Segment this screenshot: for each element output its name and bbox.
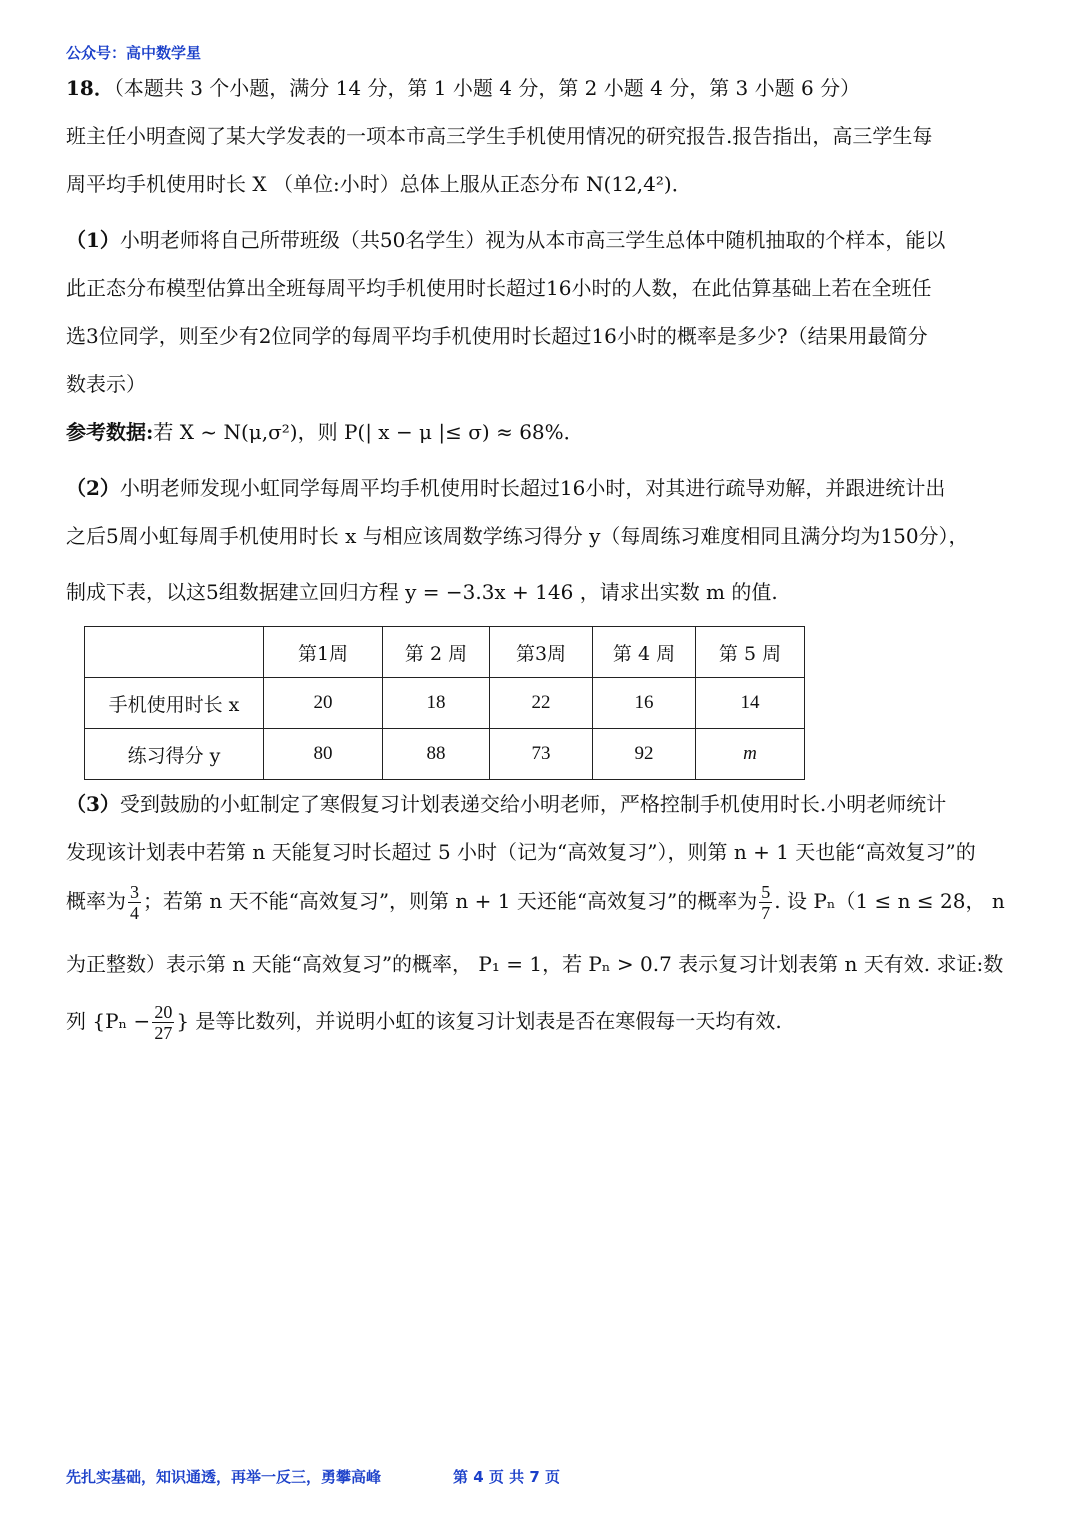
part1-text: 小明老师将自己所带班级（共50名学生）视为从本市高三学生总体中随机抽取的个样本，能以 [119, 228, 946, 252]
table-cell: 第 4 周 [593, 627, 696, 678]
problem-body [66, 70, 1026, 1066]
part3-label: （3） [66, 792, 120, 816]
part3-text: ；若第 n 天不能“高效复习”，则第 n + 1 天还能“高效复习”的概率为 [143, 889, 758, 913]
fraction-denominator: 27 [154, 1023, 173, 1043]
part1-label: （1） [66, 228, 120, 252]
table-cell: 73 [490, 729, 593, 780]
part1-line: 此正态分布模型估算出全班每周平均手机使用时长超过16小时的人数，在此估算基础上若在全班任 [66, 276, 932, 300]
part1-line: 选3位同学，则至少有2位同学的每周平均手机使用时长超过16小时的概率是多少?（结果用最简分 [66, 324, 928, 348]
part3-text: } 是等比数列，并说明小虹的该复习计划表是否在寒假每一天均有效. [176, 1009, 782, 1033]
fraction-denominator: 7 [761, 903, 771, 923]
fraction-denominator: 4 [130, 903, 139, 923]
fraction-numerator: 20 [154, 1002, 173, 1022]
table-cell: 手机使用时长 x [85, 678, 264, 729]
table-cell: 92 [593, 729, 696, 780]
reference-label: 参考数据: [66, 420, 154, 444]
part3-text: 概率为 [66, 889, 126, 913]
stem-line: 班主任小明查阅了某大学发表的一项本市高三学生手机使用情况的研究报告.报告指出，高三学生每 [66, 124, 933, 148]
part2-line: 制成下表，以这5组数据建立回归方程 y = −3.3x + 146 ，请求出实数 m 的值. [66, 580, 778, 604]
part3-line [66, 882, 1026, 946]
part3-line [66, 786, 1026, 834]
part3-line: 发现该计划表中若第 n 天能复习时长超过 5 小时（记为“高效复习”），则第 n + 1 天也能“高效复习”的 [66, 840, 976, 864]
table-cell: 18 [383, 678, 490, 729]
table-cell: 14 [696, 678, 805, 729]
part2-line: 之后5周小虹每周手机使用时长 x 与相应该周数学练习得分 y（每周练习难度相同且满分均为150分）， [66, 524, 969, 548]
fraction [759, 882, 772, 923]
table-cell: 16 [593, 678, 696, 729]
table-cell: 练习得分 y [85, 729, 264, 780]
table-cell: 80 [264, 729, 383, 780]
table-cell: 第1周 [264, 627, 383, 678]
page-footer [66, 1466, 560, 1487]
table-cell: 第 5 周 [696, 627, 805, 678]
part1-line: 数表示） [66, 372, 146, 396]
table-cell: 22 [490, 678, 593, 729]
reference-text: 若 X ~ N(μ,σ²)，则 P(| x − μ |≤ σ) ≈ 68%． [153, 420, 584, 444]
table-cell: m [696, 729, 805, 780]
stem-line: 周平均手机使用时长 X （单位:小时）总体上服从正态分布 N(12,4²)． [66, 172, 692, 196]
reference-line [66, 414, 1026, 470]
part2-line [66, 470, 1026, 518]
part1-line [66, 222, 1026, 270]
table-cell: 第3周 [490, 627, 593, 678]
table-cell: 88 [383, 729, 490, 780]
footer-slogan: 先扎实基础，知识通透，再举一反三，勇攀高峰 [66, 1468, 382, 1486]
part3-text: . 设 Pₙ（1 ≤ n ≤ 28， n [774, 889, 1005, 913]
table-header-row [85, 627, 805, 678]
header-tag: 公众号：高中数学星 [66, 44, 202, 62]
table-row [85, 678, 805, 729]
part3-text: 受到鼓励的小虹制定了寒假复习计划表递交给小明老师，严格控制手机使用时长.小明老师统计 [119, 792, 947, 816]
part3-line [66, 1002, 1026, 1066]
page-number: 第 4 页 共 7 页 [453, 1468, 561, 1486]
problem-intro: （本题共 3 个小题，满分 14 分，第 1 小题 4 分，第 2 小题 4 分，第 3 小题 6 分） [113, 76, 861, 100]
part2-text: 小明老师发现小虹同学每周平均手机使用时长超过16小时，对其进行疏导劝解，并跟进统计出 [119, 476, 946, 500]
fraction-numerator: 5 [761, 882, 771, 902]
part3-line: 为正整数）表示第 n 天能“高效复习”的概率， P₁ = 1，若 Pₙ > 0.7 表示复习计划表第 n 天有效. 求证:数 [66, 952, 1004, 976]
part3-text: 列 {Pₙ − [66, 1009, 151, 1033]
table-cell: 20 [264, 678, 383, 729]
table-cell: 第 2 周 [383, 627, 490, 678]
table-cell [85, 627, 264, 678]
problem-intro-line [66, 70, 1026, 118]
problem-number: 18． [66, 76, 114, 100]
data-table [84, 626, 805, 780]
part2-label: （2） [66, 476, 120, 500]
fraction [152, 1002, 174, 1043]
fraction-numerator: 3 [130, 882, 139, 902]
table-row [85, 729, 805, 780]
fraction [128, 882, 141, 923]
